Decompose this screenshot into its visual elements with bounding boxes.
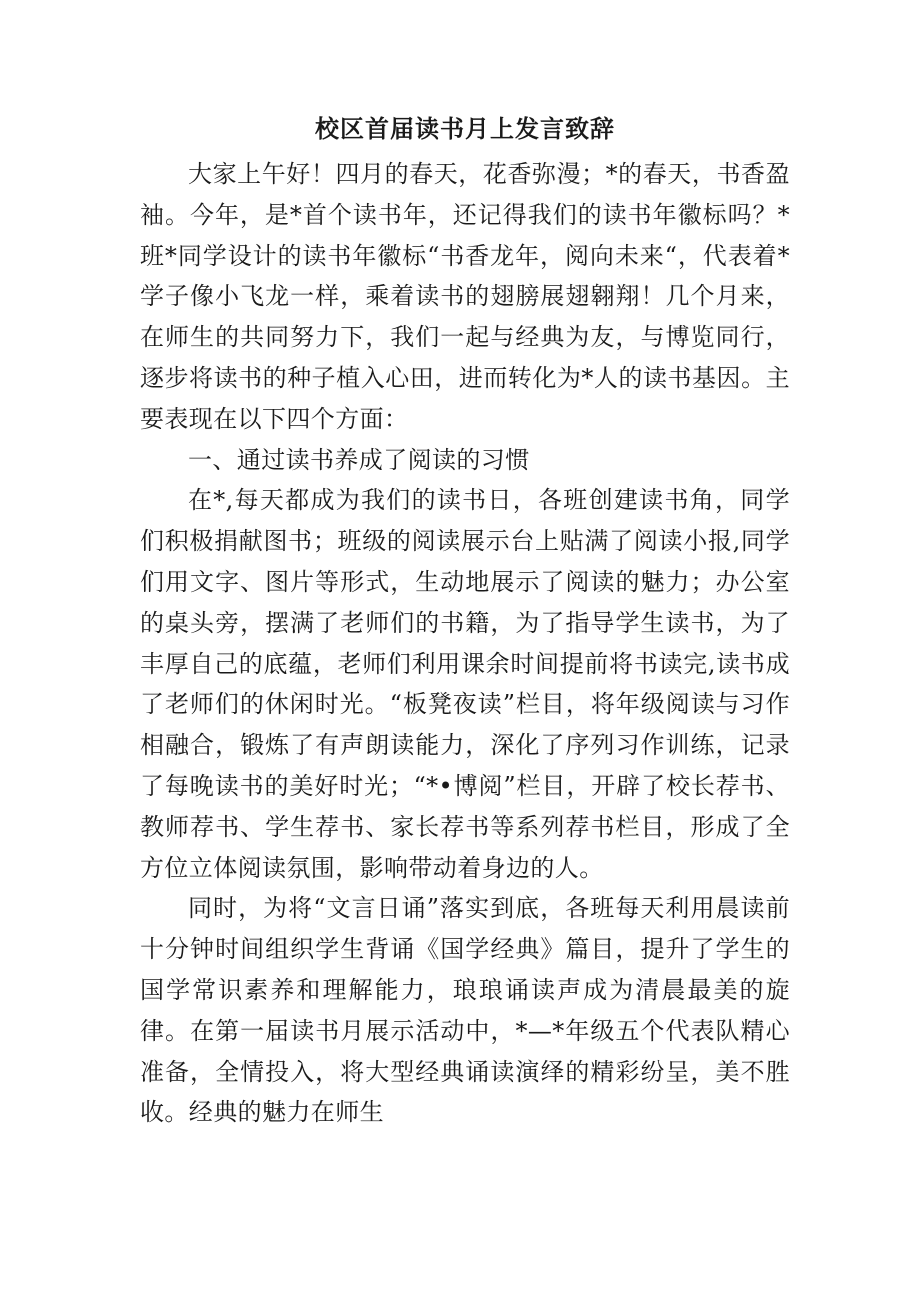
document-title: 校区首届读书月上发言致辞 (315, 114, 615, 143)
paragraph-greeting: 大家上午好！四月的春天，花香弥漫；*的春天，书香盈袖。今年，是*首个读书年，还记得我们的读书年徽标吗？*班*同学设计的读书年徽标“书香龙年，阅向未来“，代表着*学子像小飞龙一样，乘着读书的翅膀展翅翱翔！几个月来，在师生的共同努力下，我们一起与经典为友，与博览同行，逐步将读书的种子植入心田，进而转化为*人的读书基因。主要表现在以下四个方面： (140, 160, 790, 433)
section-heading-1: 一、通过读书养成了阅读的习惯 (188, 445, 530, 474)
paragraph-reading-habits: 在*,每天都成为我们的读书日，各班创建读书角，同学们积极捐献图书；班级的阅读展示台上贴满了阅读小报,同学们用文字、图片等形式，生动地展示了阅读的魅力；办公室的桌头旁，摆满了老师们的书籍，为了指导学生读书，为了丰厚自己的底蕴，老师们利用课余时间提前将书读完,读书成了老师们的休闲时光。“板凳夜读”栏目，将年级阅读与习作相融合，锻炼了有声朗读能力，深化了序列习作训练，记录了每晚读书的美好时光；“*•博阅”栏目，开辟了校长荐书、教师荐书、学生荐书、家长荐书等系列荐书栏目，形成了全方位立体阅读氛围，影响带动着身边的人。 (140, 486, 790, 882)
paragraph-classics-recitation: 同时，为将“文言日诵”落实到底，各班每天利用晨读前十分钟时间组织学生背诵《国学经典》篇目，提升了学生的国学常识素养和理解能力，琅琅诵读声成为清晨最美的旋律。在第一届读书月展示活动中，*—*年级五个代表队精心准备，全情投入，将大型经典诵读演绎的精彩纷呈，美不胜收。经典的魅力在师生 (140, 894, 790, 1127)
document-page (140, 112, 790, 1133)
